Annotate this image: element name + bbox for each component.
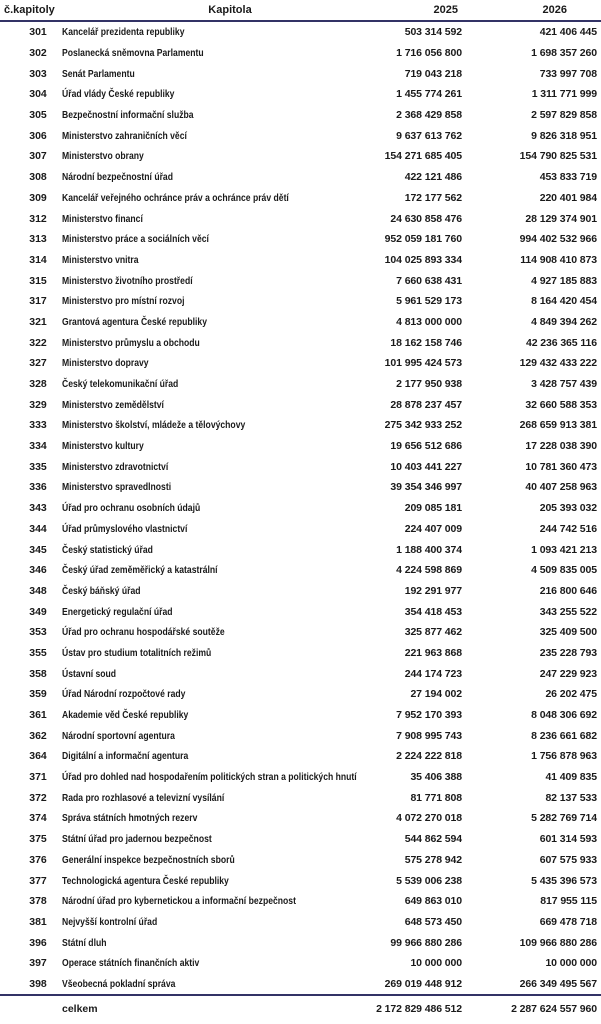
amount-2025-cell: 192 291 977 [404, 584, 462, 597]
amount-2026-cell: 17 228 038 390 [525, 440, 597, 453]
chapter-name-text: Ministerstvo pro místní rozvoj [62, 295, 185, 308]
amount-2025-cell: 7 952 170 393 [396, 709, 462, 722]
total-label: celkem [62, 995, 360, 1022]
amount-2025-cell: 719 043 218 [404, 67, 462, 80]
table-row [0, 63, 601, 84]
chapter-name-text: Státní dluh [62, 936, 107, 949]
amount-2026-cell: 82 137 533 [545, 791, 597, 804]
table-row [0, 953, 601, 974]
chapter-name-text: Ministerstvo práce a sociálních věcí [62, 233, 209, 246]
table-row [0, 560, 601, 581]
table-row [0, 891, 601, 912]
chapter-number-cell: 378 [29, 895, 47, 908]
chapter-name-cell [62, 829, 360, 850]
amount-2025-cell: 503 314 592 [404, 26, 462, 39]
chapter-number-cell: 336 [29, 481, 47, 494]
chapter-name-text: Rada pro rozhlasové a televizní vysílání [62, 791, 225, 804]
table-header-row [0, 0, 601, 21]
chapter-name-cell [62, 415, 360, 436]
amount-2026-cell: 244 742 516 [539, 522, 597, 535]
chapter-name-cell [62, 374, 360, 395]
amount-2026-cell: 4 849 394 262 [531, 315, 597, 328]
amount-2026-cell: 3 428 757 439 [531, 378, 597, 391]
table-row [0, 394, 601, 415]
amount-2026-cell: 266 349 495 567 [519, 977, 597, 990]
chapter-number-cell: 308 [29, 171, 47, 184]
chapter-name-cell [62, 539, 360, 560]
amount-2025-cell: 2 177 950 938 [396, 378, 462, 391]
chapter-name-text: Ministerstvo zahraničních věcí [62, 129, 187, 142]
chapter-name-cell [62, 188, 360, 209]
chapter-name-text: Generální inspekce bezpečnostních sborů [62, 853, 235, 866]
amount-2025-cell: 269 019 448 912 [384, 977, 462, 990]
chapter-name-text: Senát Parlamentu [62, 67, 135, 80]
chapter-name-text: Grantová agentura České republiky [62, 315, 207, 328]
chapter-name-cell [62, 43, 360, 64]
amount-2026-cell: 2 597 829 858 [531, 109, 597, 122]
amount-2025-cell: 1 455 774 261 [396, 88, 462, 101]
amount-2025-cell: 104 025 893 334 [384, 253, 462, 266]
chapter-name-cell [62, 519, 360, 540]
chapter-number-cell: 306 [29, 129, 47, 142]
chapter-name-cell [62, 167, 360, 188]
amount-2025-cell: 35 406 388 [410, 771, 462, 784]
amount-2025-cell: 649 863 010 [404, 895, 462, 908]
table-row [0, 581, 601, 602]
table-row [0, 725, 601, 746]
amount-2026-cell: 4 927 185 883 [531, 274, 597, 287]
amount-2025-cell: 28 878 237 457 [390, 398, 462, 411]
chapter-name-cell [62, 601, 360, 622]
chapter-number-cell: 328 [29, 378, 47, 391]
amount-2026-cell: 607 575 933 [539, 853, 597, 866]
chapter-name-text: Úřad Národní rozpočtové rady [62, 688, 186, 701]
chapter-name-cell [62, 705, 360, 726]
chapter-name-text: Poslanecká sněmovna Parlamentu [62, 47, 204, 60]
chapter-name-cell [62, 84, 360, 105]
amount-2025-cell: 209 085 181 [404, 502, 462, 515]
table-row [0, 332, 601, 353]
amount-2026-cell: 421 406 445 [539, 26, 597, 39]
amount-2026-cell: 129 432 433 222 [519, 357, 597, 370]
amount-2026-cell: 343 255 522 [539, 605, 597, 618]
chapter-number-cell: 396 [29, 936, 47, 949]
chapter-name-text: Ministerstvo zemědělství [62, 398, 164, 411]
amount-2025-cell: 1 188 400 374 [396, 543, 462, 556]
amount-2026-cell: 268 659 913 381 [519, 419, 597, 432]
amount-2025-cell: 4 813 000 000 [396, 315, 462, 328]
amount-2026-cell: 8 164 420 454 [531, 295, 597, 308]
table-row [0, 125, 601, 146]
amount-2025-cell: 172 177 562 [404, 191, 462, 204]
chapter-name-cell [62, 312, 360, 333]
chapter-name-text: Úřad pro ochranu hospodářské soutěže [62, 626, 225, 639]
chapter-name-text: Digitální a informační agentura [62, 750, 189, 763]
amount-2025-cell: 952 059 181 760 [384, 233, 462, 246]
chapter-name-cell [62, 746, 360, 767]
chapter-name-text: Národní sportovní agentura [62, 729, 175, 742]
amount-2026-cell: 5 282 769 714 [531, 812, 597, 825]
table-row [0, 208, 601, 229]
chapter-name-cell [62, 63, 360, 84]
chapter-name-cell [62, 125, 360, 146]
chapter-name-cell [62, 725, 360, 746]
table-row [0, 105, 601, 126]
amount-2026-cell: 10 781 360 473 [525, 460, 597, 473]
chapter-name-text: Ministerstvo zdravotnictví [62, 460, 169, 473]
table-row [0, 477, 601, 498]
amount-2025-cell: 7 908 995 743 [396, 729, 462, 742]
header-chapter-name: Kapitola [62, 0, 360, 21]
amount-2026-cell: 40 407 258 963 [525, 481, 597, 494]
table-row [0, 415, 601, 436]
amount-2026-cell: 1 093 421 213 [531, 543, 597, 556]
chapter-name-cell [62, 891, 360, 912]
table-row [0, 270, 601, 291]
chapter-name-text: Český báňský úřad [62, 584, 141, 597]
amount-2025-cell: 24 630 858 476 [390, 212, 462, 225]
amount-2025-cell: 27 194 002 [410, 688, 462, 701]
table-row [0, 291, 601, 312]
chapter-name-text: Kancelář prezidenta republiky [62, 26, 185, 39]
chapter-name-cell [62, 932, 360, 953]
amount-2026-cell: 1 311 771 999 [531, 88, 597, 101]
table-row [0, 601, 601, 622]
chapter-number-cell: 317 [29, 295, 47, 308]
chapter-number-cell: 358 [29, 667, 47, 680]
total-amount-2026: 2 287 624 557 960 [462, 995, 601, 1022]
chapter-name-text: Všeobecná pokladní správa [62, 977, 176, 990]
amount-2026-cell: 4 509 835 005 [531, 564, 597, 577]
amount-2025-cell: 422 121 486 [404, 171, 462, 184]
table-row [0, 167, 601, 188]
amount-2026-cell: 32 660 588 353 [525, 398, 597, 411]
chapter-name-cell [62, 560, 360, 581]
chapter-name-text: Ústav pro studium totalitních režimů [62, 646, 212, 659]
chapter-name-text: Kancelář veřejného ochránce práv a ochránce práv dětí [62, 191, 289, 204]
chapter-name-text: Energetický regulační úřad [62, 605, 173, 618]
amount-2025-cell: 5 539 006 238 [396, 874, 462, 887]
chapter-number-cell: 374 [29, 812, 47, 825]
chapter-name-text: Český telekomunikační úřad [62, 378, 179, 391]
chapter-name-text: Úřad pro dohled nad hospodařením politických stran a politických hnutí [62, 771, 357, 784]
amount-2026-cell: 26 202 475 [545, 688, 597, 701]
amount-2026-cell: 453 833 719 [539, 171, 597, 184]
table-row [0, 456, 601, 477]
chapter-name-text: Ministerstvo životního prostředí [62, 274, 193, 287]
chapter-name-text: Ministerstvo dopravy [62, 357, 149, 370]
chapter-name-cell [62, 105, 360, 126]
chapter-name-text: Akademie věd České republiky [62, 709, 189, 722]
amount-2026-cell: 247 229 923 [539, 667, 597, 680]
table-row [0, 229, 601, 250]
chapter-number-cell: 362 [29, 729, 47, 742]
table-row [0, 498, 601, 519]
chapter-number-cell: 381 [29, 915, 47, 928]
chapter-name-text: Ministerstvo financí [62, 212, 143, 225]
chapter-number-cell: 302 [29, 47, 47, 60]
chapter-name-cell [62, 663, 360, 684]
table-row [0, 912, 601, 933]
chapter-number-cell: 309 [29, 191, 47, 204]
chapter-name-cell [62, 953, 360, 974]
chapter-name-text: Ministerstvo vnitra [62, 253, 139, 266]
chapter-name-cell [62, 870, 360, 891]
chapter-name-cell [62, 912, 360, 933]
chapter-name-text: Nejvyšší kontrolní úřad [62, 915, 158, 928]
amount-2025-cell: 4 072 270 018 [396, 812, 462, 825]
amount-2025-cell: 1 716 056 800 [396, 47, 462, 60]
chapter-number-cell: 307 [29, 150, 47, 163]
table-row [0, 374, 601, 395]
amount-2026-cell: 8 048 306 692 [531, 709, 597, 722]
chapter-name-text: Technologická agentura České republiky [62, 874, 229, 887]
amount-2025-cell: 244 174 723 [404, 667, 462, 680]
amount-2026-cell: 28 129 374 901 [525, 212, 597, 225]
amount-2025-cell: 575 278 942 [404, 853, 462, 866]
chapter-number-cell: 322 [29, 336, 47, 349]
table-row [0, 436, 601, 457]
chapter-name-text: Český úřad zeměměřický a katastrální [62, 564, 218, 577]
chapter-number-cell: 397 [29, 957, 47, 970]
amount-2026-cell: 216 800 646 [539, 584, 597, 597]
amount-2026-cell: 10 000 000 [545, 957, 597, 970]
table-row [0, 539, 601, 560]
table-row [0, 312, 601, 333]
chapter-number-cell: 345 [29, 543, 47, 556]
chapter-name-cell [62, 622, 360, 643]
amount-2026-cell: 41 409 835 [545, 771, 597, 784]
chapter-number-cell: 313 [29, 233, 47, 246]
amount-2025-cell: 4 224 598 869 [396, 564, 462, 577]
chapter-name-text: Ministerstvo kultury [62, 440, 144, 453]
table-row [0, 519, 601, 540]
chapter-name-cell [62, 684, 360, 705]
chapter-number-cell: 333 [29, 419, 47, 432]
chapter-name-cell [62, 21, 360, 43]
chapter-name-cell [62, 229, 360, 250]
chapter-number-cell: 305 [29, 109, 47, 122]
amount-2025-cell: 81 771 808 [410, 791, 462, 804]
chapter-name-text: Úřad pro ochranu osobních údajů [62, 502, 201, 515]
chapter-name-text: Ministerstvo obrany [62, 150, 144, 163]
chapter-name-text: Ministerstvo spravedlnosti [62, 481, 172, 494]
amount-2026-cell: 235 228 793 [539, 646, 597, 659]
amount-2025-cell: 544 862 594 [404, 833, 462, 846]
chapter-number-cell: 398 [29, 977, 47, 990]
table-row [0, 643, 601, 664]
amount-2025-cell: 354 418 453 [404, 605, 462, 618]
amount-2025-cell: 39 354 346 997 [390, 481, 462, 494]
amount-2025-cell: 9 637 613 762 [396, 129, 462, 142]
table-row [0, 250, 601, 271]
header-year-2026: 2026 [462, 0, 601, 21]
table-row [0, 808, 601, 829]
table-row [0, 974, 601, 996]
amount-2026-cell: 1 698 357 260 [531, 47, 597, 60]
chapter-name-text: Úřad vlády České republiky [62, 88, 175, 101]
chapter-name-text: Český statistický úřad [62, 543, 153, 556]
chapter-number-cell: 344 [29, 522, 47, 535]
chapter-name-text: Státní úřad pro jadernou bezpečnost [62, 833, 212, 846]
chapter-number-cell: 353 [29, 626, 47, 639]
chapter-number-cell: 355 [29, 646, 47, 659]
chapter-name-cell [62, 498, 360, 519]
amount-2026-cell: 601 314 593 [539, 833, 597, 846]
amount-2026-cell: 109 966 880 286 [519, 936, 597, 949]
chapter-name-cell [62, 270, 360, 291]
amount-2026-cell: 733 997 708 [539, 67, 597, 80]
chapter-name-cell [62, 436, 360, 457]
table-row [0, 767, 601, 788]
chapter-name-cell [62, 767, 360, 788]
amount-2025-cell: 18 162 158 746 [390, 336, 462, 349]
chapter-number-cell: 364 [29, 750, 47, 763]
chapter-number-cell: 359 [29, 688, 47, 701]
amount-2025-cell: 19 656 512 686 [390, 440, 462, 453]
amount-2026-cell: 325 409 500 [539, 626, 597, 639]
amount-2026-cell: 8 236 661 682 [531, 729, 597, 742]
chapter-name-cell [62, 581, 360, 602]
chapter-number-cell: 376 [29, 853, 47, 866]
chapter-name-cell [62, 250, 360, 271]
chapter-name-text: Správa státních hmotných rezerv [62, 812, 198, 825]
table-row [0, 663, 601, 684]
chapter-name-text: Národní bezpečnostní úřad [62, 171, 173, 184]
amount-2026-cell: 205 393 032 [539, 502, 597, 515]
chapter-number-cell: 303 [29, 67, 47, 80]
chapter-number-cell: 312 [29, 212, 47, 225]
chapter-name-text: Úřad průmyslového vlastnictví [62, 522, 188, 535]
table-row [0, 850, 601, 871]
amount-2025-cell: 275 342 933 252 [384, 419, 462, 432]
chapter-number-cell: 315 [29, 274, 47, 287]
table-row [0, 829, 601, 850]
table-row [0, 146, 601, 167]
amount-2025-cell: 99 966 880 286 [390, 936, 462, 949]
table-row [0, 932, 601, 953]
chapter-number-cell: 301 [29, 26, 47, 39]
table-row [0, 684, 601, 705]
header-year-2025: 2025 [360, 0, 462, 21]
chapter-number-cell: 346 [29, 564, 47, 577]
table-row [0, 353, 601, 374]
chapter-number-cell: 314 [29, 253, 47, 266]
chapter-name-text: Ústavní soud [62, 667, 117, 680]
header-chapter-number: č.kapitoly [0, 0, 62, 21]
chapter-number-cell: 377 [29, 874, 47, 887]
amount-2025-cell: 648 573 450 [404, 915, 462, 928]
amount-2025-cell: 154 271 685 405 [384, 150, 462, 163]
amount-2025-cell: 7 660 638 431 [396, 274, 462, 287]
total-empty-cell [0, 995, 62, 1022]
amount-2026-cell: 1 756 878 963 [531, 750, 597, 763]
amount-2026-cell: 9 826 318 951 [531, 129, 597, 142]
chapter-name-text: Bezpečnostní informační služba [62, 109, 194, 122]
table-row [0, 84, 601, 105]
total-row [0, 995, 601, 1022]
amount-2025-cell: 325 877 462 [404, 626, 462, 639]
chapter-name-cell [62, 332, 360, 353]
amount-2025-cell: 10 000 000 [410, 957, 462, 970]
table-row [0, 622, 601, 643]
chapter-number-cell: 348 [29, 584, 47, 597]
chapter-name-cell [62, 974, 360, 996]
chapter-name-cell [62, 643, 360, 664]
amount-2026-cell: 154 790 825 531 [519, 150, 597, 163]
chapter-name-text: Operace státních finančních aktiv [62, 957, 200, 970]
amount-2026-cell: 114 908 410 873 [520, 253, 597, 266]
chapter-number-cell: 375 [29, 833, 47, 846]
chapter-name-text: Ministerstvo průmyslu a obchodu [62, 336, 200, 349]
amount-2026-cell: 817 955 115 [540, 895, 597, 908]
chapter-number-cell: 343 [29, 502, 47, 515]
chapter-number-cell: 327 [29, 357, 47, 370]
chapter-name-cell [62, 146, 360, 167]
chapter-name-cell [62, 787, 360, 808]
chapter-number-cell: 334 [29, 440, 47, 453]
amount-2025-cell: 10 403 441 227 [390, 460, 462, 473]
amount-2026-cell: 5 435 396 573 [531, 874, 597, 887]
amount-2026-cell: 669 478 718 [539, 915, 597, 928]
chapter-number-cell: 321 [29, 315, 47, 328]
chapter-name-cell [62, 353, 360, 374]
amount-2026-cell: 42 236 365 116 [525, 336, 597, 349]
total-amount-2025: 2 172 829 486 512 [360, 995, 462, 1022]
chapter-name-text: Ministerstvo školství, mládeže a tělovýchovy [62, 419, 246, 432]
chapter-name-cell [62, 477, 360, 498]
chapter-number-cell: 371 [29, 771, 47, 784]
amount-2026-cell: 994 402 532 966 [519, 233, 597, 246]
chapter-number-cell: 329 [29, 398, 47, 411]
chapter-name-cell [62, 208, 360, 229]
chapter-name-cell [62, 456, 360, 477]
table-row [0, 746, 601, 767]
table-row [0, 787, 601, 808]
chapter-number-cell: 349 [29, 605, 47, 618]
chapter-name-text: Národní úřad pro kybernetickou a informační bezpečnost [62, 895, 296, 908]
chapter-name-cell [62, 291, 360, 312]
amount-2025-cell: 2 224 222 818 [396, 750, 462, 763]
chapter-name-cell [62, 394, 360, 415]
chapter-number-cell: 372 [29, 791, 47, 804]
chapter-name-cell [62, 808, 360, 829]
table-row [0, 705, 601, 726]
chapter-number-cell: 304 [29, 88, 47, 101]
table-row [0, 188, 601, 209]
chapter-number-cell: 361 [29, 709, 47, 722]
amount-2025-cell: 224 407 009 [404, 522, 462, 535]
chapter-number-cell: 335 [29, 460, 47, 473]
table-row [0, 870, 601, 891]
table-row [0, 43, 601, 64]
table-row [0, 21, 601, 43]
amount-2025-cell: 221 963 868 [404, 646, 462, 659]
amount-2025-cell: 2 368 429 858 [396, 109, 462, 122]
amount-2025-cell: 101 995 424 573 [384, 357, 462, 370]
amount-2025-cell: 5 961 529 173 [396, 295, 462, 308]
chapter-name-cell [62, 850, 360, 871]
amount-2026-cell: 220 401 984 [539, 191, 597, 204]
